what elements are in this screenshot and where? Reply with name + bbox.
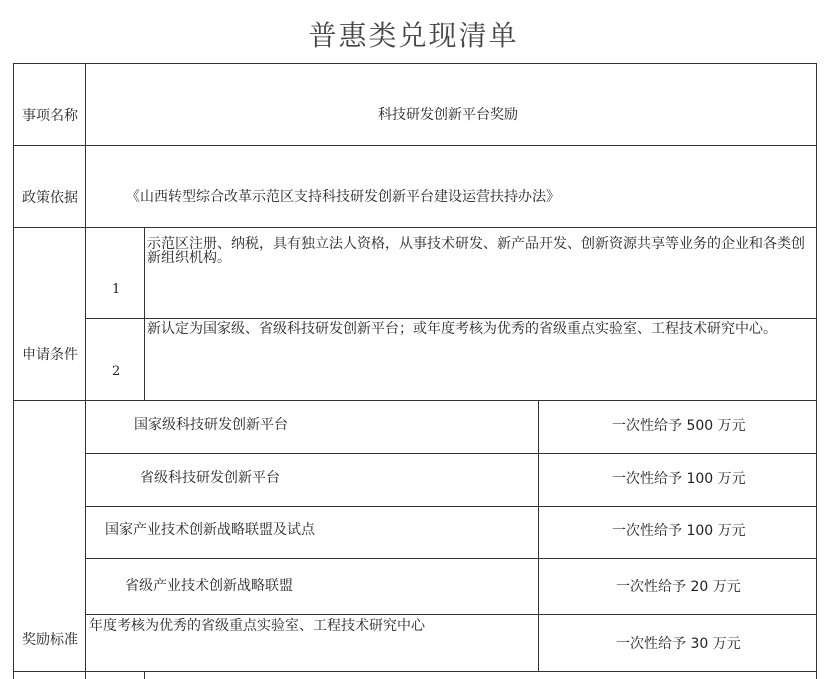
condition-number: 2 xyxy=(112,364,121,379)
policy-basis-label: 政策依据 xyxy=(22,190,78,206)
row-divider-reward-4 xyxy=(86,614,817,615)
row-divider-condition-1 xyxy=(86,318,817,319)
table-border-right xyxy=(816,63,817,679)
condition-text: 新认定为国家级、省级科技研发创新平台；或年度考核为优秀的省级重点实验室、工程技术研究中心。 xyxy=(147,321,777,337)
bottom-row-divider xyxy=(144,671,145,679)
row-divider-rewards xyxy=(13,671,817,672)
row-divider-reward-1 xyxy=(86,453,817,454)
condition-text: 示范区注册、纳税，具有独立法人资格，从事技术研发、新产品开发、创新资源共享等业务的企业和各类创新组织机构。 xyxy=(147,236,805,266)
reward-amount: 一次性给予 500 万元 xyxy=(612,418,746,434)
label-column-divider xyxy=(85,63,86,679)
reward-amount: 一次性给予 30 万元 xyxy=(616,636,741,652)
reward-amount: 一次性给予 100 万元 xyxy=(612,523,746,539)
reward-name: 国家级科技研发创新平台 xyxy=(134,417,288,433)
row-divider-item-name xyxy=(13,145,817,146)
row-divider-reward-3 xyxy=(86,558,817,559)
row-divider-policy xyxy=(13,227,817,228)
table-border-top xyxy=(13,63,817,64)
page-title: 普惠类兑现清单 xyxy=(308,19,519,52)
condition-number: 1 xyxy=(112,282,121,297)
row-divider-conditions xyxy=(13,400,817,401)
reward-amount: 一次性给予 100 万元 xyxy=(612,471,746,487)
item-name-label: 事项名称 xyxy=(22,108,78,124)
reward-name: 省级产业技术创新战略联盟 xyxy=(125,578,293,594)
reward-amount: 一次性给予 20 万元 xyxy=(616,579,741,595)
table-border-left xyxy=(13,63,14,679)
reward-name: 国家产业技术创新战略联盟及试点 xyxy=(105,522,315,538)
policy-basis-value: 《山西转型综合改革示范区支持科技研发创新平台建设运营扶持办法》 xyxy=(126,189,560,205)
reward-name: 年度考核为优秀的省级重点实验室、工程技术研究中心 xyxy=(89,618,425,634)
conditions-label: 申请条件 xyxy=(22,347,78,363)
item-name-value: 科技研发创新平台奖励 xyxy=(378,107,518,123)
condition-number-divider xyxy=(144,227,145,400)
rewards-label: 奖励标准 xyxy=(22,632,78,648)
reward-name: 省级科技研发创新平台 xyxy=(140,470,280,486)
row-divider-reward-2 xyxy=(86,506,817,507)
reward-amount-divider xyxy=(538,400,539,671)
